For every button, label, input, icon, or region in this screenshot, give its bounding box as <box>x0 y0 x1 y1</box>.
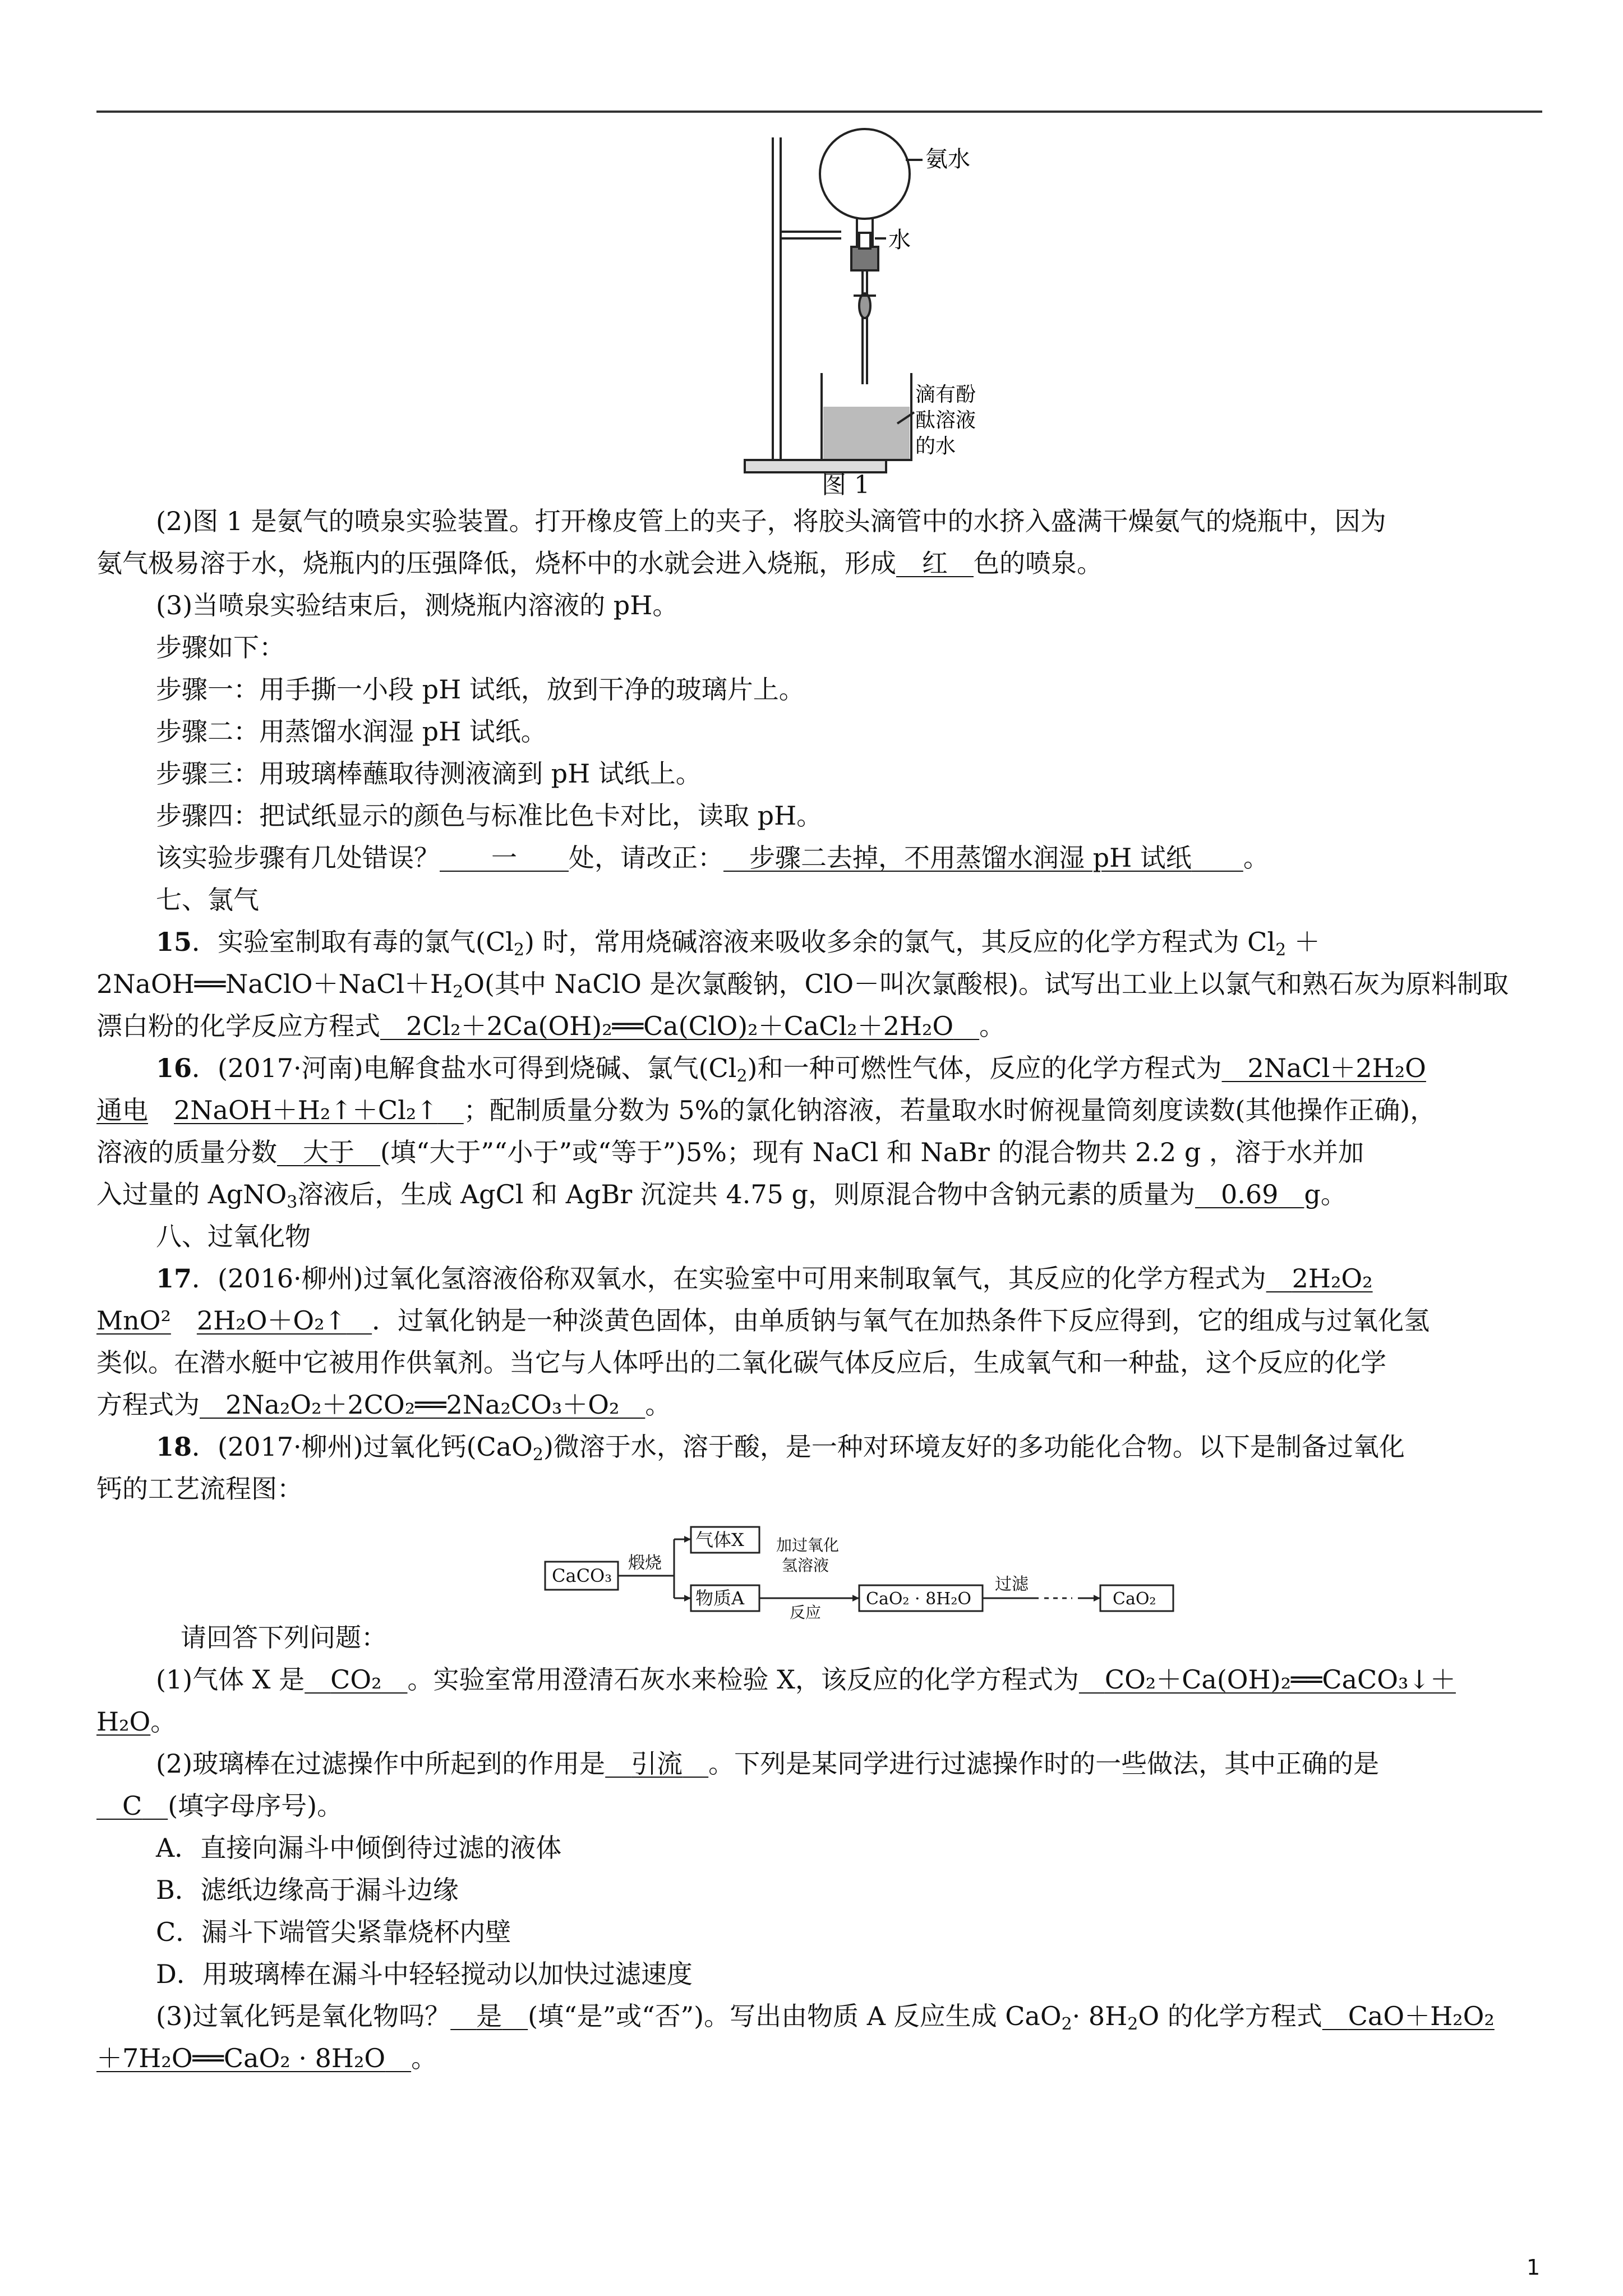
q16-line4: 入过量的 AgNO$_3$溶液后，生成 AgCl 和 AgBr 沉淀共 4.75 g，则原混合物中含钠元素的质量为 0.69 g。 <box>96 1179 1347 1212</box>
option-c: C．漏斗下端管尖紧靠烧杯内壁 <box>156 1917 511 1947</box>
q-fountain-p2-cont <box>96 542 1543 585</box>
reaction-condition: 通电 <box>96 1095 148 1125</box>
answer-blank: 步骤二去掉，不用蒸馏水润湿 pH 试纸 <box>749 843 1192 873</box>
q18-sub1: (1)气体 X 是 CO₂ 。实验室常用澄清石灰水来检验 X，该反应的化学方程式为 CO₂＋Ca(OH)₂══CaCO₃↓＋ <box>156 1664 1456 1695</box>
q17-line2: MnO² 2H₂O＋O₂↑ ．过氧化钠是一种淡黄色固体，由单质钠与氧气在加热条件下反应得到，它的组成与过氧化氢 <box>96 1305 1430 1336</box>
label-ammonia: 氨水 <box>925 146 970 172</box>
answer-blank: 2NaCl＋2H₂O <box>1247 1053 1426 1083</box>
section-chlorine: 七、氯气 <box>156 885 259 915</box>
answer-blank: CO₂＋Ca(OH)₂══CaCO₃↓＋ <box>1104 1664 1456 1695</box>
label-phenol-2: 酞溶液 <box>915 409 976 432</box>
text: (2)图 1 是氨气的喷泉实验装置。打开橡皮管上的夹子，将胶头滴管中的水挤入盛满干燥氨气的烧瓶中，因为 <box>156 506 1386 536</box>
header-rule <box>96 111 1542 113</box>
q16-line2: 通电 2NaOH＋H₂↑＋Cl₂↑ ；配制质量分数为 5%的氯化钠溶液，若量取水时俯视量筒刻度读数(其他操作正确)， <box>96 1095 1436 1125</box>
answer-blank: 红 <box>922 548 948 578</box>
q18-sub2-cont: C (填字母序号)。 <box>96 1785 1543 1827</box>
answer-blank: ＋7H₂O══CaO₂ · 8H₂O <box>96 2043 386 2073</box>
step-3: 步骤三：用玻璃棒蘸取待测液滴到 pH 试纸上。 <box>156 758 702 789</box>
step-1: 步骤一：用手撕一小段 pH 试纸，放到干净的玻璃片上。 <box>156 674 805 705</box>
q16-line1: 16．(2017·河南)电解食盐水可得到烧碱、氯气$(Cl_2)$和一种可燃性气体，反应的化学方程式为 2NaCl＋2H₂O <box>156 1053 1426 1086</box>
flow-filter: 过滤 <box>995 1575 1029 1594</box>
q16-line3: 溶液的质量分数 大于 (填“大于”“小于”或“等于”)5%；现有 NaCl 和 NaBr 的混合物共 2.2 g ，溶于水并加 <box>96 1137 1364 1167</box>
q-fountain-p2 <box>96 500 1543 542</box>
q-fountain-p3: (3)当喷泉实验结束后，测烧瓶内溶液的 pH。 <box>156 590 679 620</box>
flow-react: 反应 <box>790 1603 822 1622</box>
q18-sub2: (2)玻璃棒在过滤操作中所起到的作用是 引流 。下列是某同学进行过滤操作时的一些做法，其中正确的是 <box>156 1749 1380 1779</box>
answer-blank: 2NaOH＋H₂↑＋Cl₂↑ <box>174 1095 438 1125</box>
answer-blank: 引流 <box>631 1749 683 1779</box>
q18-line2: 钙的工艺流程图： <box>96 1474 303 1504</box>
steps-title: 步骤如下： <box>156 632 285 662</box>
section-peroxide: 八、过氧化物 <box>156 1221 311 1251</box>
step-2: 步骤二：用蒸馏水润湿 pH 试纸。 <box>156 716 547 747</box>
answer-blank: 2H₂O₂ <box>1292 1263 1373 1294</box>
q18-sub3-cont: ＋7H₂O══CaO₂ · 8H₂O 。 <box>96 2043 437 2073</box>
q15-line1: 15．实验室制取有毒的氯气$(Cl_2)$ 时，常用烧碱溶液来吸收多余的氯气，其反应的化学方程式为 $Cl_2$ ＋ <box>156 927 1320 960</box>
option-a: A．直接向漏斗中倾倒待过滤的液体 <box>156 1833 562 1863</box>
label-water: 水 <box>888 227 911 253</box>
q18-line1: 18．(2017·柳州)过氧化钙(CaO$_2$)微溶于水，溶于酸，是一种对环境友好的多功能化合物。以下是制备过氧化 <box>156 1432 1405 1465</box>
flow-caco3: CaCO₃ <box>552 1565 612 1586</box>
page-number: 1 <box>1527 2255 1541 2280</box>
label-phenol-1: 滴有酚 <box>915 383 976 406</box>
answer-blank: 2H₂O＋O₂↑ <box>196 1305 347 1336</box>
flow-substance-a: 物质A <box>695 1588 745 1609</box>
label-phenol-3: 的水 <box>915 435 956 458</box>
flow-cao2: CaO₂ <box>1113 1589 1156 1609</box>
answer-blank: CO₂ <box>330 1664 382 1695</box>
answer-blank: 一 <box>491 843 517 873</box>
flow-add-1: 加过氧化 <box>776 1536 840 1554</box>
flow-gas-x: 气体X <box>695 1529 744 1550</box>
q15-line3: 漂白粉的化学反应方程式 2Cl₂＋2Ca(OH)₂══Ca(ClO)₂＋CaCl₂＋2H₂O 。 <box>96 1011 1006 1041</box>
error-question: 该实验步骤有几处错误？ 一 处，请改正： 步骤二去掉，不用蒸馏水润湿 pH 试纸 。 <box>156 843 1269 873</box>
figure-caption: 图 1 <box>822 471 870 499</box>
fountain-apparatus-figure <box>729 121 976 491</box>
answer-blank: 是 <box>476 2001 502 2031</box>
option-b: B．滤纸边缘高于漏斗边缘 <box>156 1875 459 1905</box>
step-4: 步骤四：把试纸显示的颜色与标准比色卡对比，读取 pH。 <box>156 800 823 831</box>
q17-line1: 17．(2016·柳州)过氧化氢溶液俗称双氧水，在实验室中可用来制取氧气，其反应的化学方程式为 2H₂O₂ <box>156 1263 1373 1294</box>
q18-ask: 请回答下列问题： <box>181 1622 387 1653</box>
flow-add-2: 氢溶液 <box>782 1556 829 1575</box>
document-body <box>96 500 1543 2079</box>
answer-blank: C <box>122 1791 142 1821</box>
text: 色的喷泉。 <box>974 548 1103 578</box>
text: 氨气极易溶于水，烧瓶内的压强降低，烧杯中的水就会进入烧瓶，形成 <box>96 548 896 578</box>
flow-calcine: 煅烧 <box>628 1553 662 1573</box>
answer-blank: 2Cl₂＋2Ca(OH)₂══Ca(ClO)₂＋CaCl₂＋2H₂O <box>406 1011 954 1041</box>
q18-sub3: (3)过氧化钙是氧化物吗？ 是 (填“是”或“否”)。写出由物质 A 反应生成 $CaO_2\cdot 8H_2O$ 的化学方程式 CaO＋H₂O₂ <box>156 2001 1495 2034</box>
q18-sub1-cont: H₂O。 <box>96 1706 177 1737</box>
answer-blank: H₂O <box>96 1706 151 1737</box>
answer-blank: CaO＋H₂O₂ <box>1348 2001 1495 2031</box>
reaction-condition: MnO² <box>96 1305 171 1336</box>
q17-line3: 类似。在潜水艇中它被用作供氧剂。当它与人体呼出的二氧化碳气体反应后，生成氧气和一种盐，这个反应的化学 <box>96 1347 1386 1378</box>
flow-hydrate: CaO₂ · 8H₂O <box>866 1589 971 1609</box>
answer-blank: 大于 <box>303 1137 354 1167</box>
answer-blank: 0.69 <box>1220 1179 1279 1209</box>
q15-line2: $2NaOH══NaClO+NaCl+H_2O$(其中 NaClO 是次氯酸钠，ClO－叫次氯酸根)。试写出工业上以氯气和熟石灰为原料制取 <box>96 969 1509 1002</box>
q17-line4: 方程式为 2Na₂O₂＋2CO₂══2Na₂CO₃＋O₂ 。 <box>96 1389 671 1420</box>
process-flow-diagram <box>96 1522 1543 1622</box>
answer-blank: 2Na₂O₂＋2CO₂══2Na₂CO₃＋O₂ <box>225 1389 620 1420</box>
option-d: D．用玻璃棒在漏斗中轻轻搅动以加快过滤速度 <box>156 1959 693 1989</box>
